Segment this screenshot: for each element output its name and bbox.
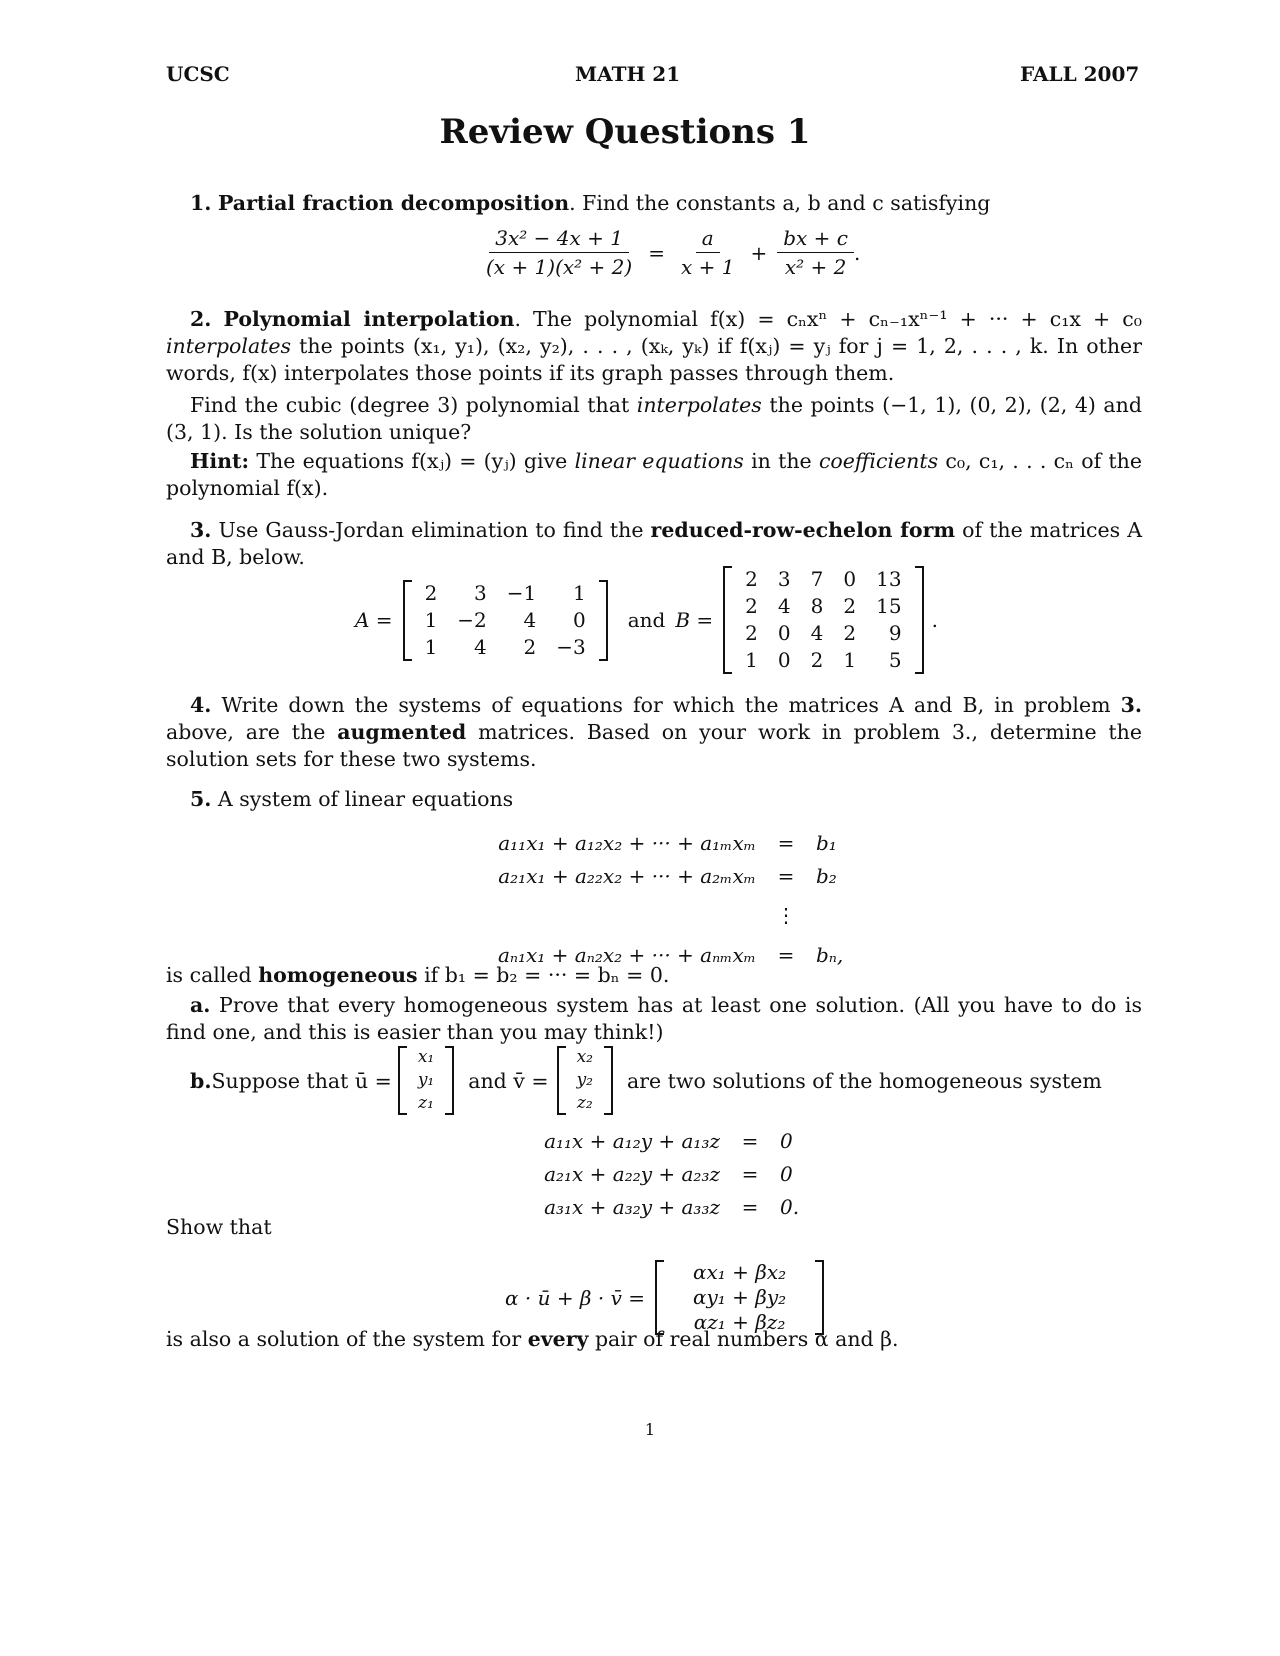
system-eq: =: [741, 1194, 759, 1219]
q1-term2-denominator: x² + 2: [784, 255, 847, 279]
vector-v: [557, 1046, 613, 1115]
q5-show-that: Show that: [166, 1215, 272, 1239]
matrix-cell: −1: [506, 580, 537, 605]
matrix-cell: 0: [777, 648, 791, 672]
matrix-cell: 3: [777, 567, 791, 591]
matrix-cell: −3: [556, 634, 586, 659]
q5-intro: A system of linear equations: [211, 787, 514, 811]
question-3: [166, 517, 1142, 571]
system-lhs: a₁₁x + a₁₂y + a₁₃z: [544, 1128, 720, 1153]
q5-homogeneous-definition: [166, 962, 1142, 989]
matrix-cell: 8: [810, 594, 824, 618]
q2-text-1c: the points (x₁, y₁), (x₂, y₂), . . . , (xₖ, yₖ) if f(xⱼ) = yⱼ for j = 1, 2, . . . , k. In other words, f(x) interpolates those points if its graph passes through them.: [166, 334, 1142, 385]
system-rhs: bₙ,: [816, 942, 844, 967]
q2-hint-e: c₀, c₁, . . . cₙ of the polynomial f(x).: [166, 449, 1142, 500]
page-title: Review Questions 1: [439, 112, 811, 152]
page-number: 1: [644, 1420, 656, 1439]
vector-entry: y₁: [417, 1070, 435, 1090]
system-rhs: 0: [780, 1161, 793, 1186]
q1-term2-numerator: bx + c: [777, 226, 854, 253]
matrix-cell: 13: [876, 567, 902, 591]
question-2-hint: [166, 448, 1142, 502]
vector-entry: αx₁ + βx₂: [693, 1260, 787, 1284]
q5-part-b-and: and v̄ =: [468, 1068, 549, 1093]
q4-text-b: above, are the: [166, 720, 338, 744]
matrix-cell: 1: [843, 648, 857, 672]
q2-hint-label: Hint:: [190, 449, 250, 473]
matrix-cell: 2: [843, 594, 857, 618]
system-lhs: aₙ₁x₁ + aₙ₂x₂ + ··· + aₙₘxₘ: [497, 942, 756, 967]
q3-period: .: [931, 608, 938, 632]
q4-number: 4.: [190, 693, 212, 717]
q2-hint-b: linear equations: [574, 449, 744, 473]
system-eq: =: [777, 942, 795, 967]
matrix-cell: 2: [745, 621, 758, 645]
q1-number: 1.: [190, 191, 212, 215]
q5-final-statement: [166, 1326, 1142, 1353]
matrix-cell: 0: [573, 607, 586, 632]
question-5: [166, 786, 1142, 813]
system-eq: =: [741, 1128, 759, 1153]
q5-number: 5.: [190, 787, 212, 811]
q1-lhs-fraction: [480, 226, 638, 279]
q5-final-a: is also a solution of the system for: [166, 1327, 528, 1351]
header-right: FALL 2007: [1020, 62, 1140, 86]
system-lhs: a₂₁x₁ + a₂₂x₂ + ··· + a₂ₘxₘ: [498, 863, 756, 888]
question-4: [166, 692, 1142, 773]
matrix-cell: 7: [810, 567, 824, 591]
matrix-cell: 1: [424, 607, 438, 632]
matrix-cell: 15: [876, 594, 902, 618]
vector-entry: x₂: [576, 1047, 593, 1067]
q4-text-c: matrices. Based on your work in problem 3., determine the solution sets for these two systems.: [166, 720, 1142, 771]
matrix-cell: 1: [424, 634, 438, 659]
system-row: [456, 859, 896, 892]
system-rhs: 0.: [780, 1194, 800, 1219]
matrix-and-label: and: [627, 608, 666, 632]
q5-part-a-label: a.: [190, 993, 211, 1017]
q2-heading: Polynomial interpolation: [223, 307, 515, 331]
q1-period: .: [853, 240, 861, 265]
q1-equals: =: [648, 240, 665, 265]
q4-bold: augmented: [337, 720, 467, 744]
matrix-cell: −2: [457, 607, 487, 632]
matrix-a: [403, 580, 608, 661]
matrix-cell: 9: [888, 621, 902, 645]
system-lhs: a₁₁x₁ + a₁₂x₂ + ··· + a₁ₘxₘ: [498, 830, 756, 855]
q5-homogeneous-system: [420, 1124, 860, 1223]
q4-text-a: Write down the systems of equations for which the matrices A and B, in problem: [211, 693, 1121, 717]
matrix-cell: 2: [424, 580, 438, 605]
matrix-b-row: [735, 566, 911, 593]
q1-text: . Find the constants a, b and c satisfying: [569, 191, 991, 215]
system-rhs: b₂: [816, 863, 837, 888]
q2-text-2a: Find the cubic (degree 3) polynomial that: [190, 393, 637, 417]
system-vdots: ⋮: [776, 903, 796, 927]
matrix-a-row: [415, 580, 596, 607]
vector-entry: αy₁ + βy₂: [692, 1285, 787, 1309]
matrix-a-row: [415, 607, 596, 634]
q1-heading: Partial fraction decomposition: [217, 191, 570, 215]
q4-ref: 3.: [1120, 693, 1142, 717]
matrix-cell: 4: [777, 594, 791, 618]
header-center: MATH 21: [575, 62, 681, 86]
matrix-cell: 2: [843, 621, 857, 645]
system-eq: =: [777, 863, 795, 888]
q1-term2-fraction: [777, 226, 854, 279]
system-eq: =: [777, 830, 795, 855]
q3-bold: reduced-row-echelon form: [650, 518, 956, 542]
matrix-cell: 0: [777, 621, 791, 645]
q1-term1-numerator: a: [696, 226, 720, 253]
system-row: [456, 892, 896, 938]
system-row: [420, 1157, 860, 1190]
vector-entry: x₁: [417, 1047, 435, 1067]
matrix-cell: 5: [888, 648, 902, 672]
header-left: UCSC: [166, 62, 230, 86]
matrix-cell: 2: [745, 594, 758, 618]
q1-plus: +: [750, 240, 768, 265]
vector-entry: αz₁ + βz₂: [693, 1310, 786, 1334]
matrix-b: [723, 566, 923, 674]
q1-lhs-numerator: 3x² − 4x + 1: [489, 226, 629, 253]
q5-part-b: [190, 1046, 1102, 1115]
q2-text-1b: interpolates: [166, 334, 292, 358]
matrix-cell: 4: [474, 634, 487, 659]
q2-text-1a: . The polynomial f(x) = cₙxⁿ + cₙ₋₁xⁿ⁻¹ + ··· + c₁x + c₀: [514, 307, 1142, 331]
system-rhs: b₁: [816, 830, 837, 855]
question-2-paragraph-2: [166, 392, 1142, 446]
matrix-cell: 4: [523, 607, 537, 632]
system-row: [420, 1124, 860, 1157]
matrix-b-label: B =: [675, 608, 714, 632]
matrix-b-row: [735, 620, 911, 647]
q5-called-bold: homogeneous: [258, 963, 418, 987]
system-eq: =: [741, 1161, 759, 1186]
q1-equation: [480, 226, 860, 279]
system-rhs: 0: [780, 1128, 793, 1153]
q2-hint-c: in the: [743, 449, 819, 473]
q1-term1-denominator: x + 1: [680, 255, 735, 279]
q2-number: 2.: [190, 307, 212, 331]
q5-final-b: pair of real numbers α and β.: [588, 1327, 899, 1351]
matrix-cell: 4: [810, 621, 824, 645]
matrix-b-row: [735, 593, 911, 620]
q2-hint-a: The equations f(xⱼ) = (yⱼ) give: [249, 449, 575, 473]
q3-text-b: of the matrices A and B, below.: [166, 518, 1143, 569]
question-1: [166, 190, 1142, 217]
combo-vector: [655, 1260, 824, 1335]
vector-entry: z₁: [418, 1093, 434, 1113]
vector-u: [398, 1046, 454, 1115]
q5-part-b-text-a: Suppose that ū =: [211, 1068, 392, 1093]
matrix-cell: 3: [474, 580, 487, 605]
q3-number: 3.: [190, 518, 212, 542]
q3-text-a: Use Gauss-Jordan elimination to find the: [211, 518, 651, 542]
q3-matrices: [355, 566, 938, 674]
matrix-cell: 2: [523, 634, 537, 659]
q5-linear-combination: [505, 1260, 824, 1335]
system-lhs: a₂₁x + a₂₂y + a₂₃z: [544, 1161, 720, 1186]
q5-part-b-text-b: are two solutions of the homogeneous system: [627, 1068, 1102, 1093]
combo-lhs: α · ū + β · v̄ =: [505, 1285, 645, 1310]
q2-hint-d: coefficients: [818, 449, 939, 473]
q5-part-b-label: b.: [190, 1068, 212, 1093]
system-row: [456, 826, 896, 859]
q2-text-2c: the points (−1, 1), (0, 2), (2, 4) and (3, 1). Is the solution unique?: [166, 393, 1142, 444]
matrix-a-row: [415, 634, 596, 661]
matrix-cell: 0: [843, 567, 857, 591]
matrix-cell: 1: [745, 648, 758, 672]
matrix-cell: 1: [573, 580, 586, 605]
matrix-a-label: A =: [355, 608, 393, 632]
q5-part-a: [166, 992, 1142, 1046]
q1-term1-fraction: [675, 226, 740, 279]
vector-entry: y₂: [576, 1070, 593, 1090]
q5-called-b: if b₁ = b₂ = ··· = bₙ = 0.: [417, 963, 670, 987]
matrix-b-row: [735, 647, 911, 674]
q1-lhs-denominator: (x + 1)(x² + 2): [486, 255, 633, 279]
q5-system: [456, 826, 896, 971]
matrix-cell: 2: [745, 567, 758, 591]
q5-final-bold: every: [527, 1327, 589, 1351]
q2-text-2b: interpolates: [636, 393, 762, 417]
system-lhs: a₃₁x + a₃₂y + a₃₃z: [544, 1194, 720, 1219]
question-2-paragraph-1: [166, 306, 1142, 387]
q5-part-a-text: Prove that every homogeneous system has at least one solution. (All you have to do is find one, and this is easier than you may think!): [166, 993, 1142, 1044]
q5-called-a: is called: [166, 963, 259, 987]
matrix-cell: 2: [810, 648, 824, 672]
vector-entry: z₂: [576, 1093, 593, 1113]
